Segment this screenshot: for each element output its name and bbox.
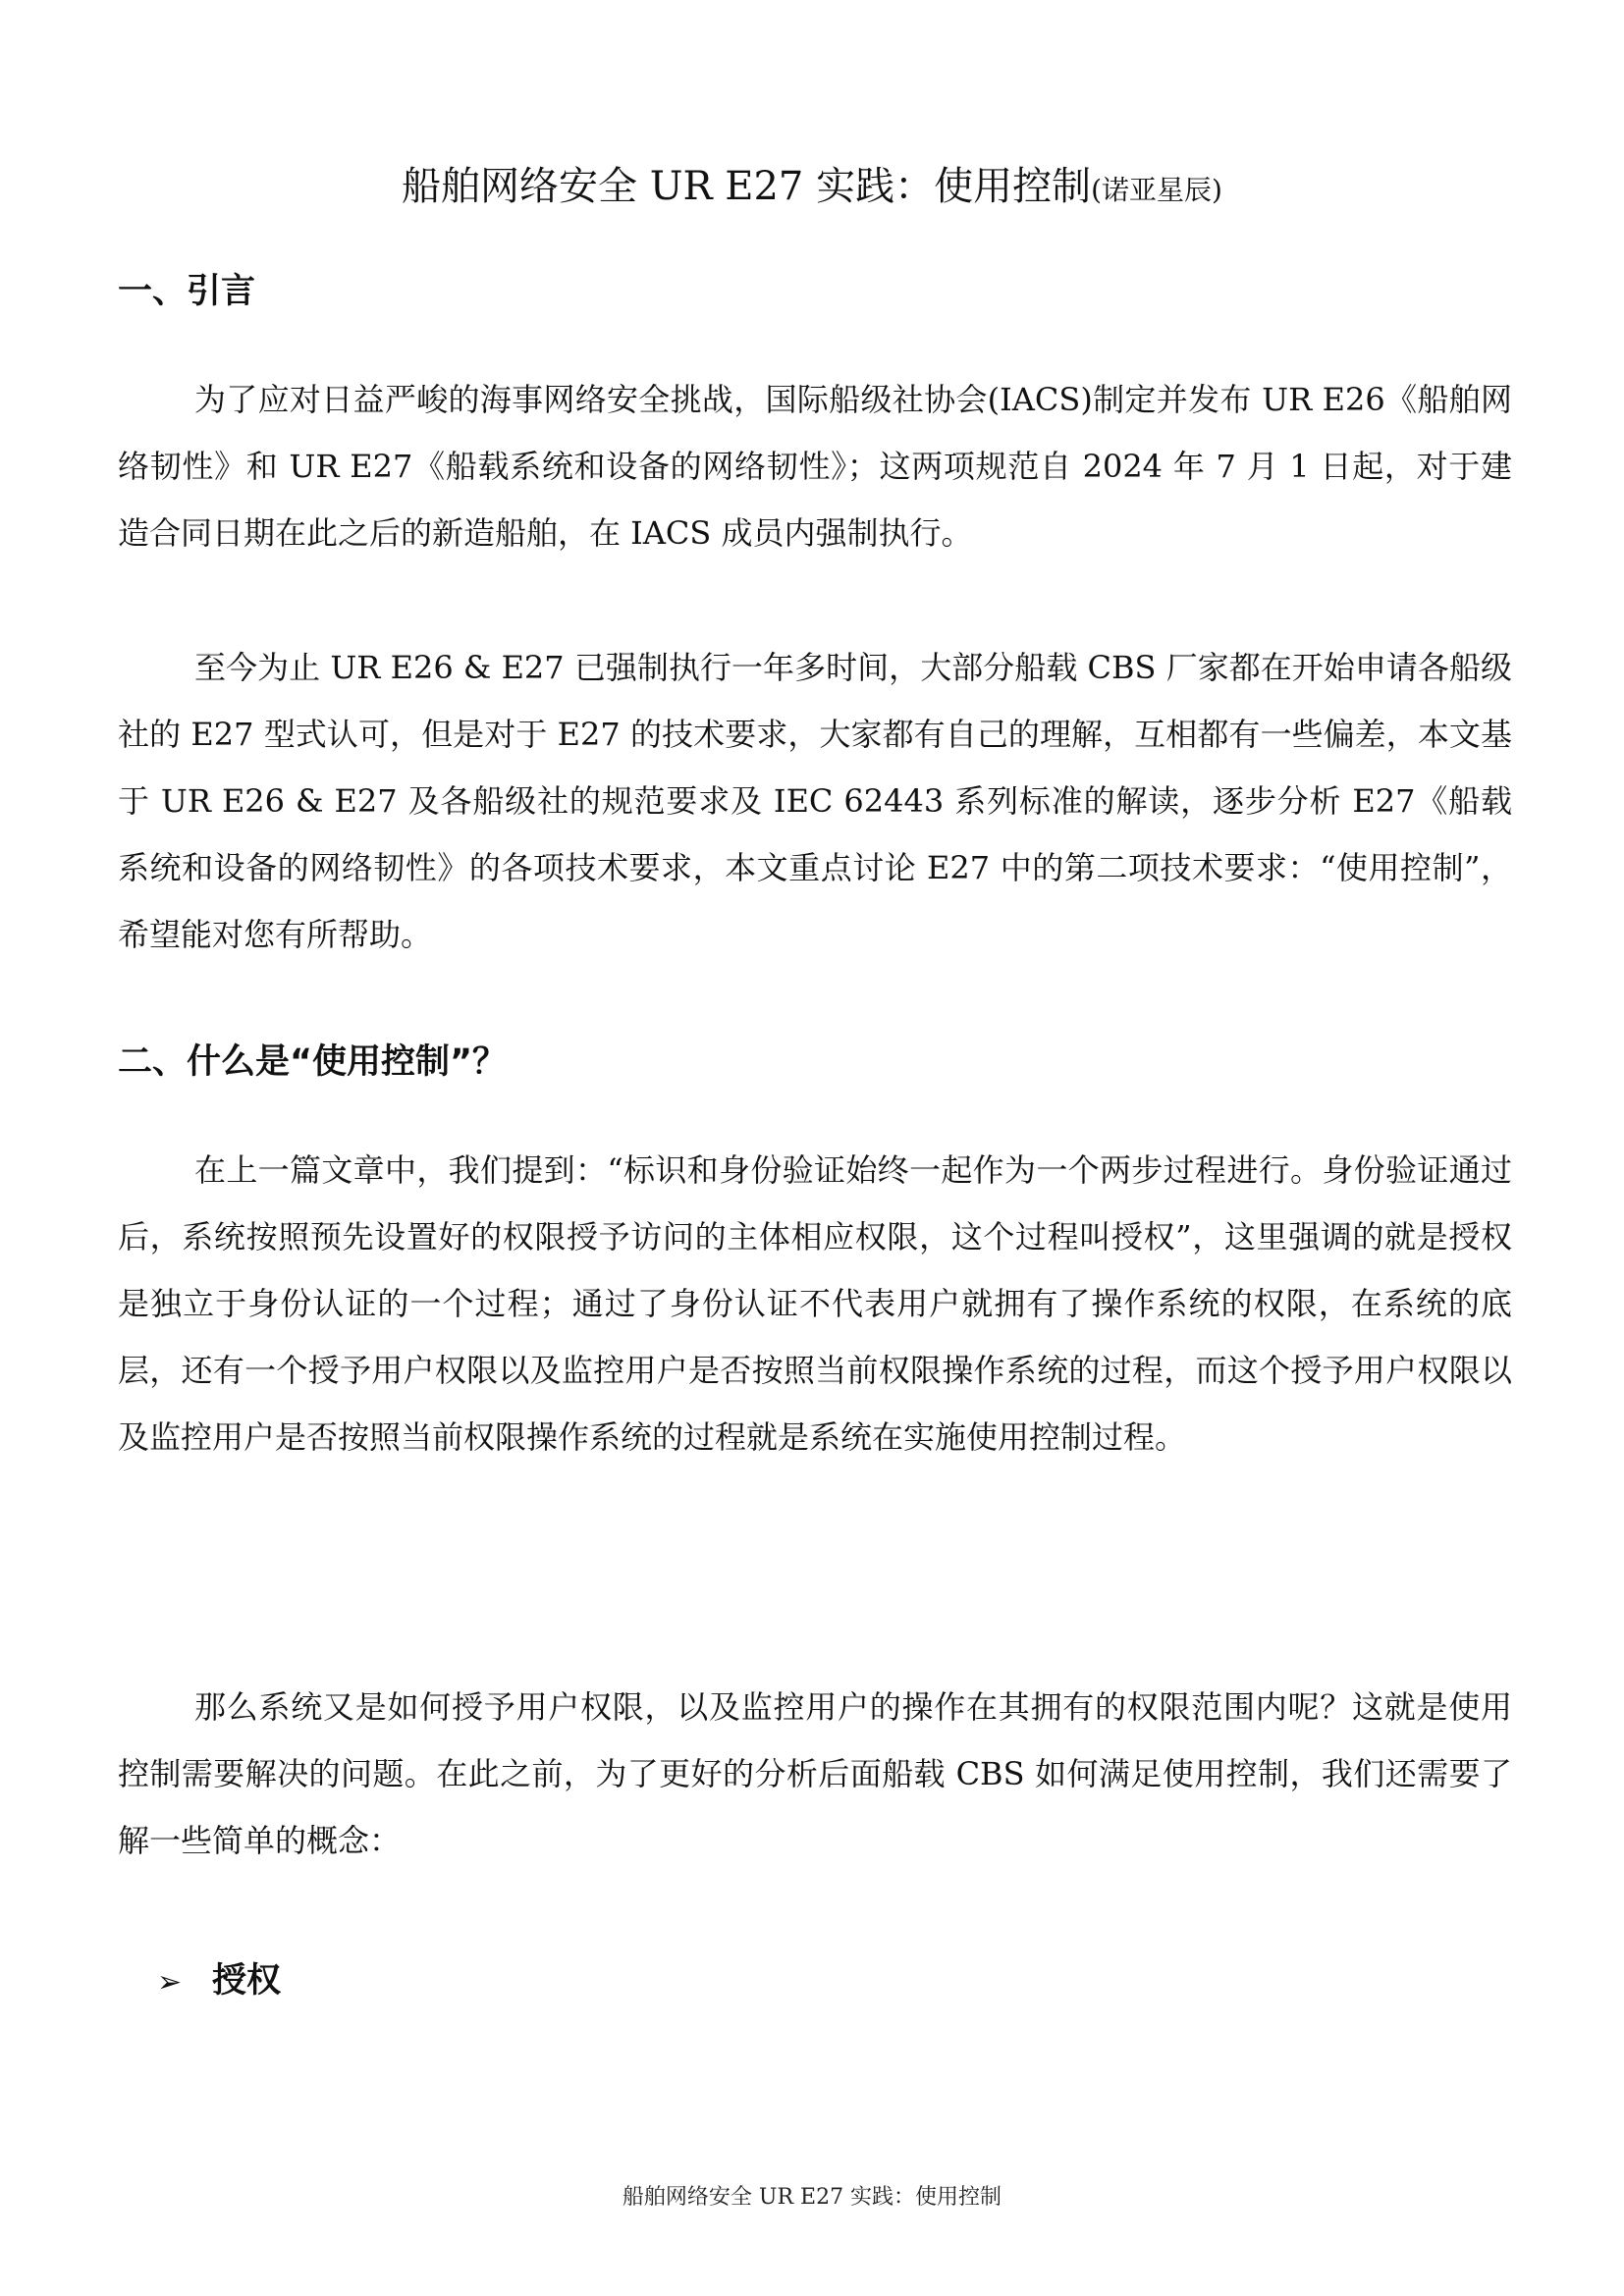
- bullet-label: 授权: [212, 1961, 282, 2001]
- section-heading-usage-control: 二、什么是“使用控制”？: [118, 1042, 508, 1082]
- paragraph-usage-1: 在上一篇文章中，我们提到：“标识和身份验证始终一起作为一个两步过程进行。身份验证通过后，系统按照预先设置好的权限授予访问的主体相应权限，这个过程叫授权”，这里强调的就是授权是独立于身份认证的一个过程；通过了身份认证不代表用户就拥有了操作系统的权限，在系统的底层，还有一个授予用户权限以及监控用户是否按照当前权限操作系统的过程，而这个授予用户权限以及监控用户是否按照当前权限操作系统的过程就是系统在实施使用控制过程。: [118, 1151, 1512, 1456]
- page-footer: 船舶网络安全 UR E27 实践：使用控制: [622, 2185, 1002, 2210]
- bullet-item-authorization: [157, 1956, 281, 2007]
- paragraph-intro-2: 至今为止 UR E26 & E27 已强制执行一年多时间，大部分船载 CBS 厂家都在开始申请各船级社的 E27 型式认可，但是对于 E27 的技术要求，大家都有自己的理解，互相都有一些偏差，本文基于 UR E26 & E27 及各船级社的规范要求及 IEC 62443 系列标准的解读，逐步分析 E27《船载系统和设备的网络韧性》的各项技术要求，本文重点讨论 E27 中的第二项技术要求：“使用控制”，希望能对您有所帮助。: [118, 649, 1512, 953]
- page-title: [0, 157, 1624, 220]
- paragraph-intro-1: 为了应对日益严峻的海事网络安全挑战，国际船级社协会(IACS)制定并发布 UR E26《船舶网络韧性》和 UR E27《船载系统和设备的网络韧性》；这两项规范自 2024 年 7 月 1 日起，对于建造合同日期在此之后的新造船舶，在 IACS 成员内强制执行。: [118, 381, 1512, 552]
- title-main: 船舶网络安全 UR E27 实践：使用控制: [402, 164, 1092, 209]
- section-heading-introduction: 一、引言: [118, 272, 256, 311]
- arrow-bullet-icon: ➢: [157, 1965, 183, 2000]
- paragraph-usage-2: 那么系统又是如何授予用户权限，以及监控用户的操作在其拥有的权限范围内呢？这就是使用控制需要解决的问题。在此之前，为了更好的分析后面船载 CBS 如何满足使用控制，我们还需要了解一些简单的概念：: [118, 1688, 1512, 1859]
- title-suffix: (诺亚星辰): [1091, 174, 1222, 206]
